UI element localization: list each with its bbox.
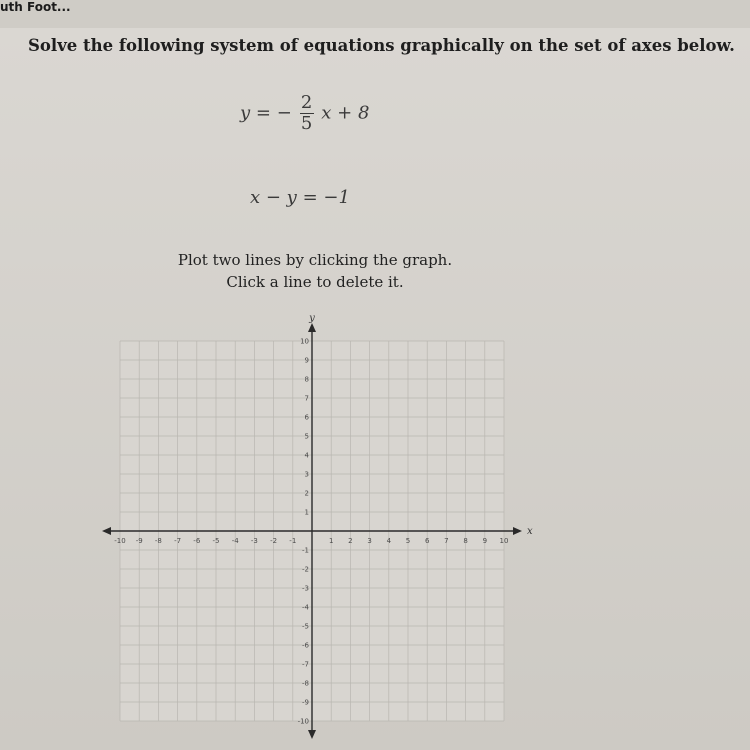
x-tick-label: -6 (193, 537, 201, 545)
y-tick-label: 4 (304, 451, 309, 460)
x-tick-label: 7 (444, 537, 449, 545)
x-tick-label: -3 (250, 537, 258, 545)
tab-title[interactable]: uth Foot... (0, 0, 71, 14)
plot-instruction: Plot two lines by clicking the graph. (177, 251, 453, 269)
x-tick-label: -10 (114, 537, 126, 545)
eq1-lhs: y (240, 102, 251, 124)
x-tick-label: -8 (154, 537, 162, 545)
y-tick-label: -2 (302, 565, 309, 574)
y-axis-label: y (309, 313, 315, 324)
y-tick-label: -6 (302, 641, 309, 650)
x-tick-label: -9 (135, 537, 143, 545)
y-tick-label: 10 (300, 337, 309, 346)
y-tick-label: -5 (302, 622, 309, 631)
x-tick-label: 3 (367, 537, 372, 545)
x-tick-label: 2 (348, 537, 353, 545)
y-tick-label: 3 (304, 470, 309, 479)
y-axis-arrow-up (308, 323, 316, 332)
x-tick-label: -4 (231, 537, 239, 545)
y-tick-label: 1 (304, 508, 309, 517)
x-tick-label: 1 (328, 537, 334, 545)
y-tick-label: 6 (304, 413, 309, 422)
x-tick-label: 5 (405, 537, 411, 545)
instructions-text: Solve the following system of equations graphically on the set of axes below. (28, 36, 735, 55)
y-tick-label: -9 (302, 698, 309, 707)
y-tick-label: -10 (297, 717, 309, 726)
y-tick-label: 2 (304, 489, 309, 498)
equation-2: x − y = −1 (250, 187, 350, 208)
x-tick-label: 9 (482, 537, 488, 545)
y-tick-label: 7 (304, 394, 309, 403)
delete-instruction: Click a line to delete it. (226, 273, 404, 291)
x-axis-label: x (527, 526, 533, 537)
x-axis-arrow-left (102, 527, 111, 535)
x-axis-arrow-right (513, 527, 522, 535)
x-tick-label: 6 (424, 537, 430, 545)
eq1-denominator: 5 (300, 113, 313, 134)
y-tick-label: 8 (304, 375, 309, 384)
x-tick-label: -7 (174, 537, 182, 545)
x-tick-label: 8 (463, 537, 468, 545)
y-axis-arrow-down (308, 730, 316, 739)
y-tick-label: -8 (302, 679, 309, 688)
y-tick-label: 5 (304, 432, 309, 441)
y-tick-label: -7 (302, 660, 309, 669)
eq1-sign: − (276, 102, 292, 124)
y-tick-label: 9 (304, 356, 309, 365)
eq1-equals: = (255, 102, 271, 124)
x-tick-label: 4 (386, 537, 392, 545)
x-tick-label: -5 (212, 537, 220, 545)
eq1-rest: x + 8 (321, 102, 370, 124)
y-tick-label: -3 (302, 584, 309, 593)
y-tick-label: -4 (302, 603, 309, 612)
eq1-numerator: 2 (300, 92, 313, 113)
x-tick-label: -2 (270, 537, 278, 545)
x-tick-label: -1 (289, 537, 297, 545)
y-tick-label: -1 (302, 546, 309, 555)
x-tick-label: 10 (499, 537, 509, 545)
